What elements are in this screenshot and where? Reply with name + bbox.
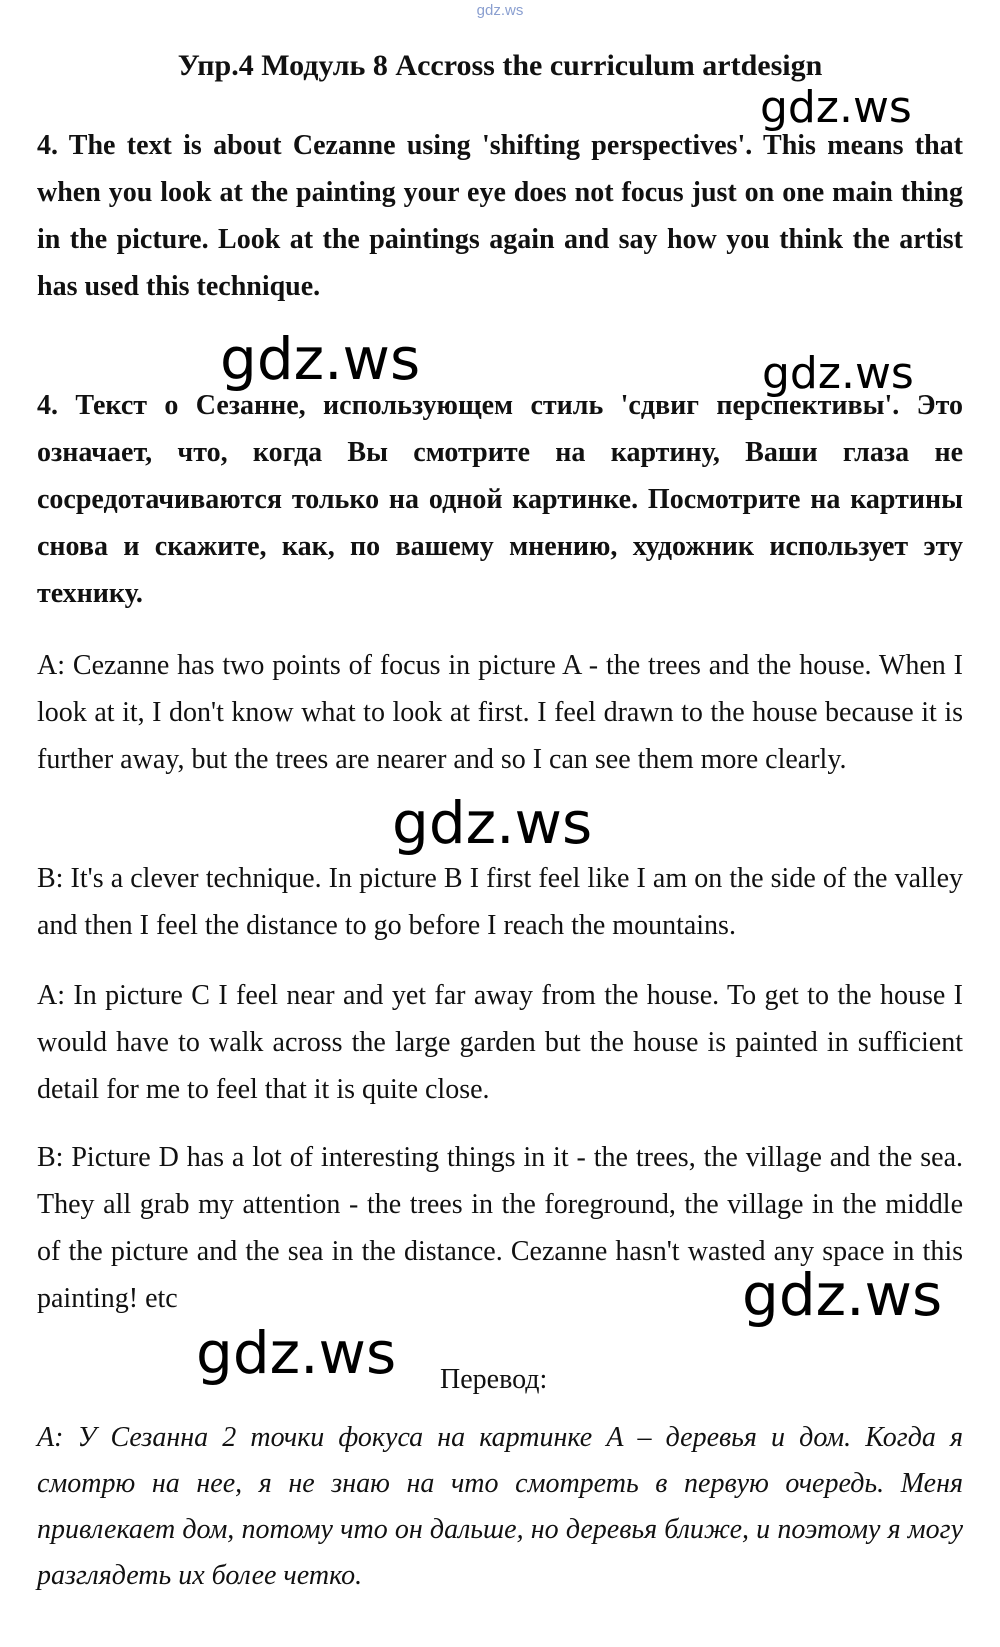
site-tag: gdz.ws — [476, 2, 524, 19]
watermark: gdz.ws — [196, 1319, 397, 1387]
answer-paragraph-2: B: It's a clever technique. In picture B I first feel like I am on the side of the valley and then I feel the distance to go before I reach the mountains. — [37, 863, 963, 941]
page-title: Упр.4 Модуль 8 Accross the curriculum artdesign — [177, 49, 823, 82]
answer-paragraph-4: B: Picture D has a lot of interesting things in it - the trees, the village and the sea. They all grab my attention - the trees in the foreground, the village in the middle of the picture and the sea in the distance. Cezanne hasn't wasted any space in this painting! etc — [37, 1142, 963, 1314]
translation-paragraph: А: У Сезанна 2 точки фокуса на картинке А – деревья и дом. Когда я смотрю на нее, я не знаю на что смотреть в первую очередь. Меня привлекает дом, потому что он дальше, но деревья ближе, и поэтому я могу разглядеть их более четко. — [37, 1422, 963, 1591]
watermark: gdz.ws — [392, 789, 593, 857]
task-russian: 4. Текст о Сезанне, использующем стиль 'сдвиг перспективы'. Это означает, что, когда Вы смотрите на картину, Ваши глаза не сосредотачиваются только на одной картинке. Посмотрите на картины снова и скажите, как, по вашему мнению, художник использует эту технику. — [37, 390, 963, 609]
answer-paragraph-3: A: In picture C I feel near and yet far away from the house. To get to the house I would have to walk across the large garden but the house is painted in sufficient detail for me to feel that it is quite close. — [37, 980, 963, 1105]
translation-label: Перевод: — [440, 1364, 548, 1395]
task-english: 4. The text is about Cezanne using 'shifting perspectives'. This means that when you look at the painting your eye does not focus just on one main thing in the picture. Look at the paintings again and say how you think the artist has used this technique. — [37, 130, 963, 302]
watermark: gdz.ws — [762, 348, 914, 399]
answer-paragraph-1: A: Cezanne has two points of focus in picture A - the trees and the house. When I look at it, I don't know what to look at first. I feel drawn to the house because it is further away, but the trees are nearer and so I can see them more clearly. — [37, 650, 963, 775]
watermark: gdz.ws — [220, 325, 421, 393]
watermark: gdz.ws — [742, 1261, 943, 1329]
watermark: gdz.ws — [760, 82, 912, 133]
